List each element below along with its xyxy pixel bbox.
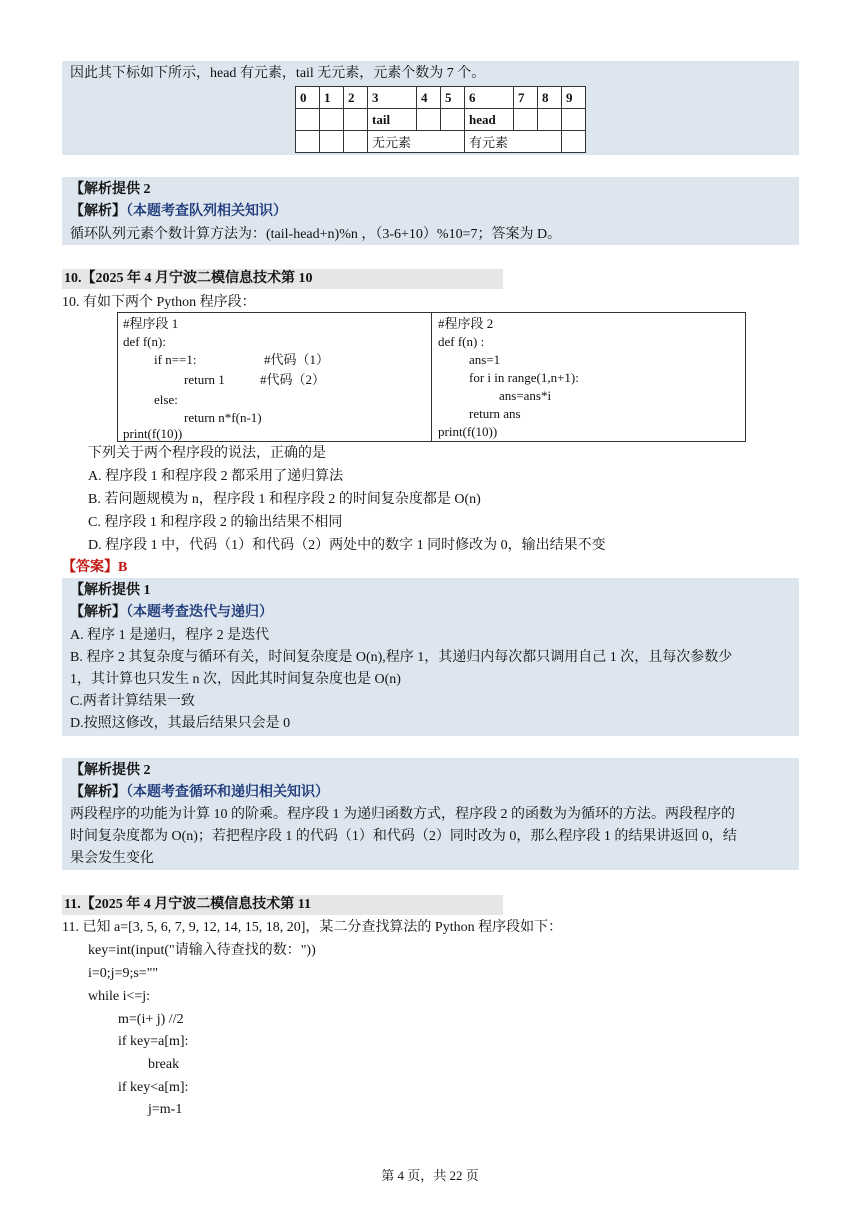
analysis-line: 果会发生变化 <box>70 851 154 866</box>
code-line: break <box>148 1057 180 1072</box>
code-comment: #代码（1） <box>264 352 330 367</box>
code-line: return ans <box>469 406 521 421</box>
code-line: return n*f(n-1) <box>184 410 262 425</box>
option-d: D. 程序段 1 中，代码（1）和代码（2）两处中的数字 1 同时修改为 0，输出结果不变 <box>88 538 606 553</box>
analysis-line: 两段程序的功能为计算 10 的阶乘。程序段 1 为递归函数方式，程序段 2 的函数为为循环的方法。两段程序的 <box>70 807 735 822</box>
analysis-label-line <box>70 202 287 222</box>
q10-stem: 10. 有如下两个 Python 程序段： <box>62 295 256 310</box>
code-line: return 1 <box>184 372 225 387</box>
index-row <box>296 87 586 109</box>
has-element-label: 有元素 <box>465 131 562 153</box>
head-pointer-cell: head <box>465 109 514 131</box>
code-comment: #代码（2） <box>260 372 326 387</box>
q11-stem: 11. 已知 a=[3, 5, 6, 7, 9, 12, 14, 15, 18, 20]，某二分查找算法的 Python 程序段如下： <box>62 920 563 935</box>
index-cell: 9 <box>562 87 586 109</box>
analysis-line: D.按照这修改，其最后结果只会是 0 <box>70 716 291 731</box>
index-cell: 3 <box>368 87 417 109</box>
code-line: #程序段 2 <box>438 316 494 331</box>
analysis-title: 【解析提供 2 <box>70 182 151 197</box>
code-line: key=int(input("请输入待查找的数：")) <box>88 943 316 958</box>
analysis-label: 【解析】 <box>70 605 126 620</box>
analysis-label-line <box>70 603 273 623</box>
code-line: i=0;j=9;s="" <box>88 966 159 981</box>
code-segment-1 <box>117 312 432 442</box>
code-line: for i in range(1,n+1): <box>469 370 579 385</box>
q11-header: 11.【2025 年 4 月宁波二模信息技术第 11 <box>62 895 503 915</box>
code-line: print(f(10)) <box>123 426 183 441</box>
code-line: print(f(10)) <box>438 424 498 439</box>
analysis-line: C.两者计算结果一致 <box>70 694 195 709</box>
index-cell: 2 <box>344 87 368 109</box>
index-cell: 8 <box>538 87 562 109</box>
tail-pointer-cell: tail <box>368 109 417 131</box>
code-line: m=(i+ j) //2 <box>118 1012 184 1027</box>
index-cell: 6 <box>465 87 514 109</box>
index-cell: 1 <box>320 87 344 109</box>
code-line: ans=ans*i <box>499 388 552 403</box>
code-line: if key<a[m]: <box>118 1080 189 1095</box>
option-c: C. 程序段 1 和程序段 2 的输出结果不相同 <box>88 515 343 530</box>
analysis-title: 【解析提供 1 <box>70 583 151 598</box>
code-line: def f(n): <box>123 334 166 349</box>
code-line: while i<=j: <box>88 989 151 1004</box>
q10-answer: 【答案】B <box>62 560 128 575</box>
analysis-line: 1，其计算也只发生 n 次，因此其时间复杂度也是 O(n) <box>70 672 401 687</box>
index-cell: 4 <box>417 87 441 109</box>
no-element-label: 无元素 <box>368 131 465 153</box>
code-line: def f(n) : <box>438 334 485 349</box>
q10-header: 10.【2025 年 4 月宁波二模信息技术第 10 <box>62 269 503 289</box>
index-cell: 5 <box>441 87 465 109</box>
queue-intro-text: 因此其下标如下所示，head 有元素，tail 无元素，元素个数为 7 个。 <box>70 66 486 81</box>
analysis-topic: （本题考查迭代与递归） <box>126 605 273 620</box>
pointer-row <box>296 109 586 131</box>
analysis-label: 【解析】 <box>70 785 126 800</box>
analysis-title: 【解析提供 2 <box>70 763 151 778</box>
queue-index-table <box>295 86 586 153</box>
analysis-line: A. 程序 1 是递归，程序 2 是迭代 <box>70 628 270 643</box>
code-line: j=m-1 <box>148 1102 183 1117</box>
option-b: B. 若问题规模为 n，程序段 1 和程序段 2 的时间复杂度都是 O(n) <box>88 492 481 507</box>
code-line: else: <box>154 392 178 407</box>
code-segment-2 <box>431 312 746 442</box>
option-a: A. 程序段 1 和程序段 2 都采用了递归算法 <box>88 469 344 484</box>
analysis-text: 循环队列元素个数计算方法为：(tail-head+n)%n ，（3-6+10）%10=7；答案为 D。 <box>70 227 562 242</box>
code-line: ans=1 <box>469 352 501 367</box>
index-cell: 0 <box>296 87 320 109</box>
analysis-line: B. 程序 2 其复杂度与循环有关，时间复杂度是 O(n),程序 1，其递归内每次都只调用自己 1 次，且每次参数少 <box>70 650 733 665</box>
analysis-line: 时间复杂度都为 O(n)；若把程序段 1 的代码（1）和代码（2）同时改为 0，那么程序段 1 的结果讲返回 0，结 <box>70 829 737 844</box>
page-footer: 第 4 页，共 22 页 <box>381 1168 479 1183</box>
index-cell: 7 <box>514 87 538 109</box>
q10-question: 下列关于两个程序段的说法，正确的是 <box>88 446 326 461</box>
code-line: if n==1: <box>154 352 197 367</box>
analysis-topic: （本题考查循环和递归相关知识） <box>126 785 329 800</box>
code-line: #程序段 1 <box>123 316 179 331</box>
analysis-label-line <box>70 783 329 803</box>
label-row <box>296 131 586 153</box>
analysis-label: 【解析】 <box>70 204 126 219</box>
code-line: if key=a[m]: <box>118 1034 189 1049</box>
analysis-topic: （本题考查队列相关知识） <box>126 204 287 219</box>
